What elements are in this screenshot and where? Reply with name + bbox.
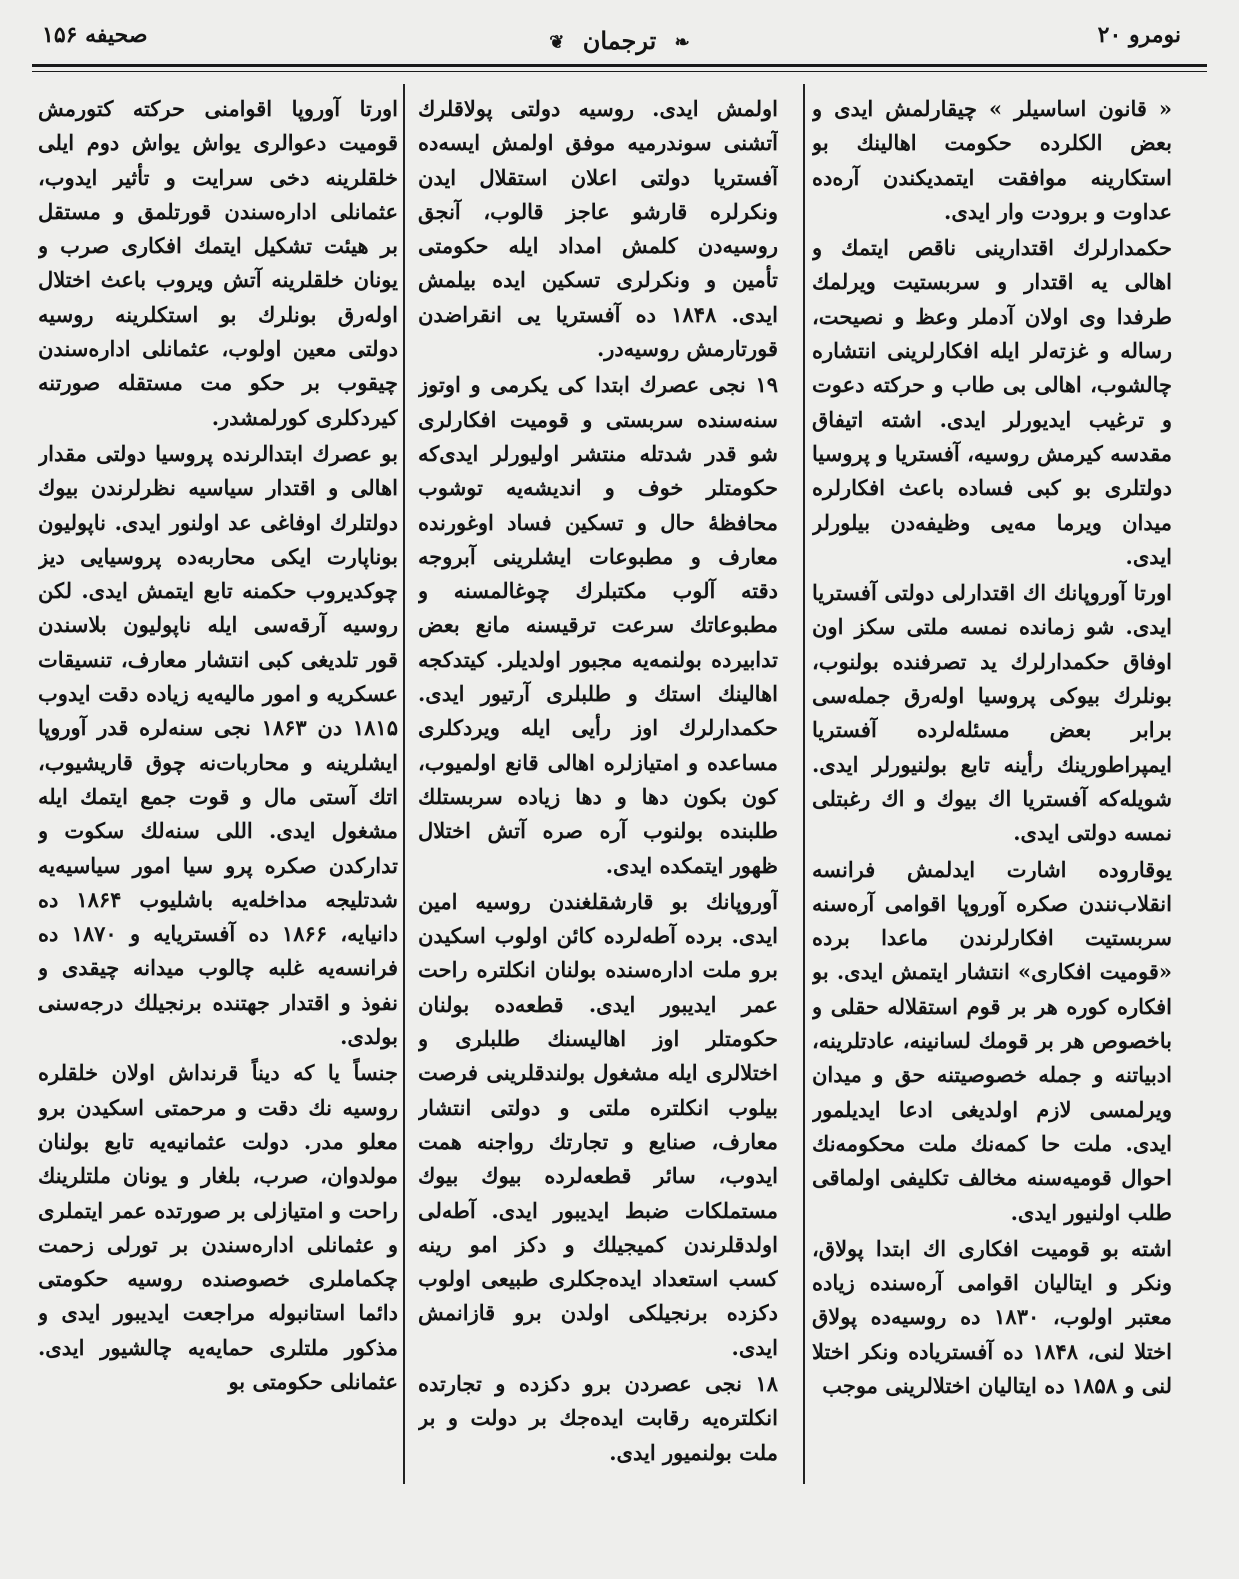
masthead-title: ترجمان xyxy=(582,26,657,55)
paragraph: یوقاروده اشارت ایدلمش فرانسه انقلاب‌نندن صکره آوروپا اقوامی آره‌سنه سربستیت افکارلرندن ماعدا برده «قومیت افکاری» انتشار ایتمش ایدی. بو افکاره کوره هر بر قوم استقلاله حقلی و باخصوص هر بر قومك لسانینه، عادتلرینه، ادبیاتنه و جمله خصوصیتنه حق و میدان ویرلمسی لازم اولدیغی ادعا ایدیلمور ایدی. ملت حا کمه‌نك ملت محکومه‌نك احوال قومیه‌سنه مخالف تکلیفی اولماقی طلب اولنیور ایدی. xyxy=(812,856,1172,1225)
header-rule-thin xyxy=(32,71,1207,72)
ornament-left-icon: ❦ xyxy=(549,32,565,53)
paragraph: اشته بو قومیت افکاری اك ابتدا پولاق، ونکر و ایتالیان اقوامی آره‌سنده زیاده معتبر اولوب، ۱۸۳۰ ده روسیه‌ده پولاق اختلا لنی، ۱۸۴۸ ده آفستریاده ونکر اختلا لنی و ۱۸۵۸ ده ایتالیان اختلالرینی موجب xyxy=(812,1235,1172,1398)
paragraph: جنساً یا که دیناً قرنداش اولان خلقلره روسیه نك دقت و مرحمتی اسکیدن برو معلو مدر. دولت عثمانیه‌یه تابع بولنان مولدوان، صرب، بلغار و یونان ملتلرینك راحت و امتیازلی بر صورتده عمر ایتملری و عثمانلی اداره‌سندن بر تورلی زحمت چکماملری خصوصنده روسیه حکومتی دائما استانبوله مراجعت ایدیبور ایدی و مذکور ملتلری حمایه‌یه چالشیور ایدی. عثمانلی حکومتی بو xyxy=(38,1060,398,1394)
issue-number: نومرو ۲۰ xyxy=(1097,22,1181,48)
paragraph: « قانون اساسیلر » چیقارلمش ایدی و بعض الکلرده حکومت اهالینك بو استکارینه موافقت ایتمدیکندن آره‌ده عداوت و برودت وار ایدی. xyxy=(812,96,1172,224)
column-right xyxy=(812,92,1172,1562)
header-rule-thick xyxy=(32,64,1207,67)
column-left xyxy=(38,92,398,1562)
paragraph: اورتا آوروپانك اك اقتدارلی دولتی آفستریا ایدی. شو زمانده نمسه ملتی سکز اون اوفاق حکمدارلرك ید تصرفنده بولنوب، بونلرك بیوکی پروسیا اوله‌رق جمله‌سی برابر بعض مسئله‌لرده آفستریا ایمپراطورینك رأینه تابع بولنیورلر ایدی. شویله‌که آفستریا اك بیوك و اك رغبتلی نمسه دولتی ایدی. xyxy=(812,580,1172,846)
paragraph: حکمدارلرك اقتدارینی ناقص ایتمك و اهالی یه اقتدار و سربستیت ویرلمك طرفدا وی اولان آدملر وعظ و نصیحت، رساله و غزته‌لر ایله افکارلرینی انتشاره چالشوب، اهالی بی طاب و حرکته دعوت و ترغیب ایدیورلر ایدی. اشته اتیفاق مقدسه کیرمش روسیه، آفستریا و پروسیا دولتلری بو کبی فساده باعث افکارلره میدان ویرما مه‌یی وظیفه‌دن بیلورلر ایدی. xyxy=(812,235,1172,569)
column-divider-right xyxy=(803,84,805,1484)
masthead xyxy=(0,26,1239,66)
paragraph: اورتا آوروپا اقوامنی حرکته کتورمش قومیت دعوالری یواش یواش دوم ایلی خلقلرینه دخی سرایت و تأثیر ایدوب، عثمانلی اداره‌سندن قورتلمق و مستقل بر هیئت تشکیل ایتمك افکاری صرب و یونان خلقلرینه آتش ویروب باعث اختلال اوله‌رق بونلرك بو استکلرینه روسیه دولتی معین اولوب، عثمانلی اداره‌سندن چیقوب بر حکو مت مستقله صورتنه کیردکلری کورلمشدر. xyxy=(38,96,398,430)
column-middle xyxy=(418,92,778,1562)
page-number: صحیفه ۱۵۶ xyxy=(42,22,148,48)
paragraph: بو عصرك ابتدالرنده پروسیا دولتی مقدار اهالی و اقتدار سیاسیه نظرلرندن بیوك دولتلرك اوفاغی عد اولنور ایدی. ناپولیون بوناپارت ایکی محاربه‌ده پروسیایی دیز چوکدیروب حکمنه تابع ایتمش ایدی. لکن روسیه آرقه‌سی ایله ناپولیون بلاسندن قور تلدیغی کبی انتشار معارف، تنسیقات عسکریه و امور مالیه‌یه زیاده دقت ایدوب ۱۸۱۵ دن ۱۸۶۳ نجی سنه‌لره قدر آوروپا ایشلرینه و محاربات‌نه چوق قاریشیوب، اتك آستی مال و قوت جمع ایتمك ایله مشغول ایدی. اللی سنه‌لك سکوت و تدارکدن صکره پرو سیا امور سیاسیه‌یه شدتلیجه مداخله‌یه باشلیوب ۱۸۶۴ ده دانیایه، ۱۸۶۶ ده آفستریایه و ۱۸۷۰ ده فرانسه‌یه غلبه چالوب میدانه چیقدی و نفوذ و اقتدار جهتنده برنجیلك درجه‌سنی بولدی. xyxy=(38,440,398,1050)
paragraph: آوروپانك بو قارشقلغندن روسیه امین ایدی. برده آطه‌لرده کائن اولوب اسکیدن برو ملت اداره‌سنده بولنان انکلتره راحت عمر ایدیبور ایدی. قطعه‌ده بولنان حکومتلر اوز اهالیسنك طلبلری و اختلالری ایله مشغول بولندقلرینی فرصت بیلوب انکلتره ملتی و دولتی انتشار معارف، صنایع و تجارتك رواجنه همت ایدوب، سائر قطعه‌لرده بیوك بیوك مستملکات ضبط ایدیبور ایدی. آطه‌لی اولدقلرندن کمیجیلك و دکز امو رینه کسب استعداد ایده‌جکلری طبیعی اولوب دکزده برنجیلکی اولدن برو قازانمش ایدی. xyxy=(418,888,778,1360)
paragraph: ۱۸ نجی عصردن برو دکزده و تجارتده انکلتره‌یه رقابت ایده‌جك بر دولت و بر ملت بولنمیور ایدی. xyxy=(418,1370,778,1465)
ornament-right-icon: ❧ xyxy=(674,32,690,53)
column-divider-left xyxy=(403,84,405,1484)
paragraph: اولمش ایدی. روسیه دولتی پولاقلرك آتشنی سوندرمیه موفق اولمش ایسه‌ده آفستریا دولتی اعلان استقلال ایدن ونکرلره قارشو عاجز قالوب، آنجق روسیه‌دن کلمش امداد ایله حکومتی تأمین و ونکرلری تسکین ایده بیلمش ایدی. ۱۸۴۸ ده آفستریا یی انقراضدن قورتارمش روسیه‌در. xyxy=(418,96,778,362)
paragraph: ۱۹ نجی عصرك ابتدا کی یکرمی و اوتوز سنه‌سنده سربستی و قومیت افکارلری شو قدر شدتله منتشر اولیورلر ایدی‌که حکومتلر خوف و اندیشه‌یه توشوب محافظهٔ حال و تسکین فساد اوغورنده معارف و مطبوعات ایشلرینی آبروجه دقته آلوب مکتبلرك چوغالمسنه و مطبوعاتك سرعت ترقیسنه مانع بعض تدابیرده بولنمه‌یه مجبور اولدیلر. کیتدکجه اهالینك استك و طلبلری آرتیور ایدی. حکمدارلرك اوز رأیی ایله ویردکلری مساعده و امتیازلره اهالی قانع اولمیوب، کون بکون دها و دها زیاده سربستلك طلبنده بولنوب آره صره آتش اختلال ظهور ایتمکده ایدی. xyxy=(418,372,778,878)
